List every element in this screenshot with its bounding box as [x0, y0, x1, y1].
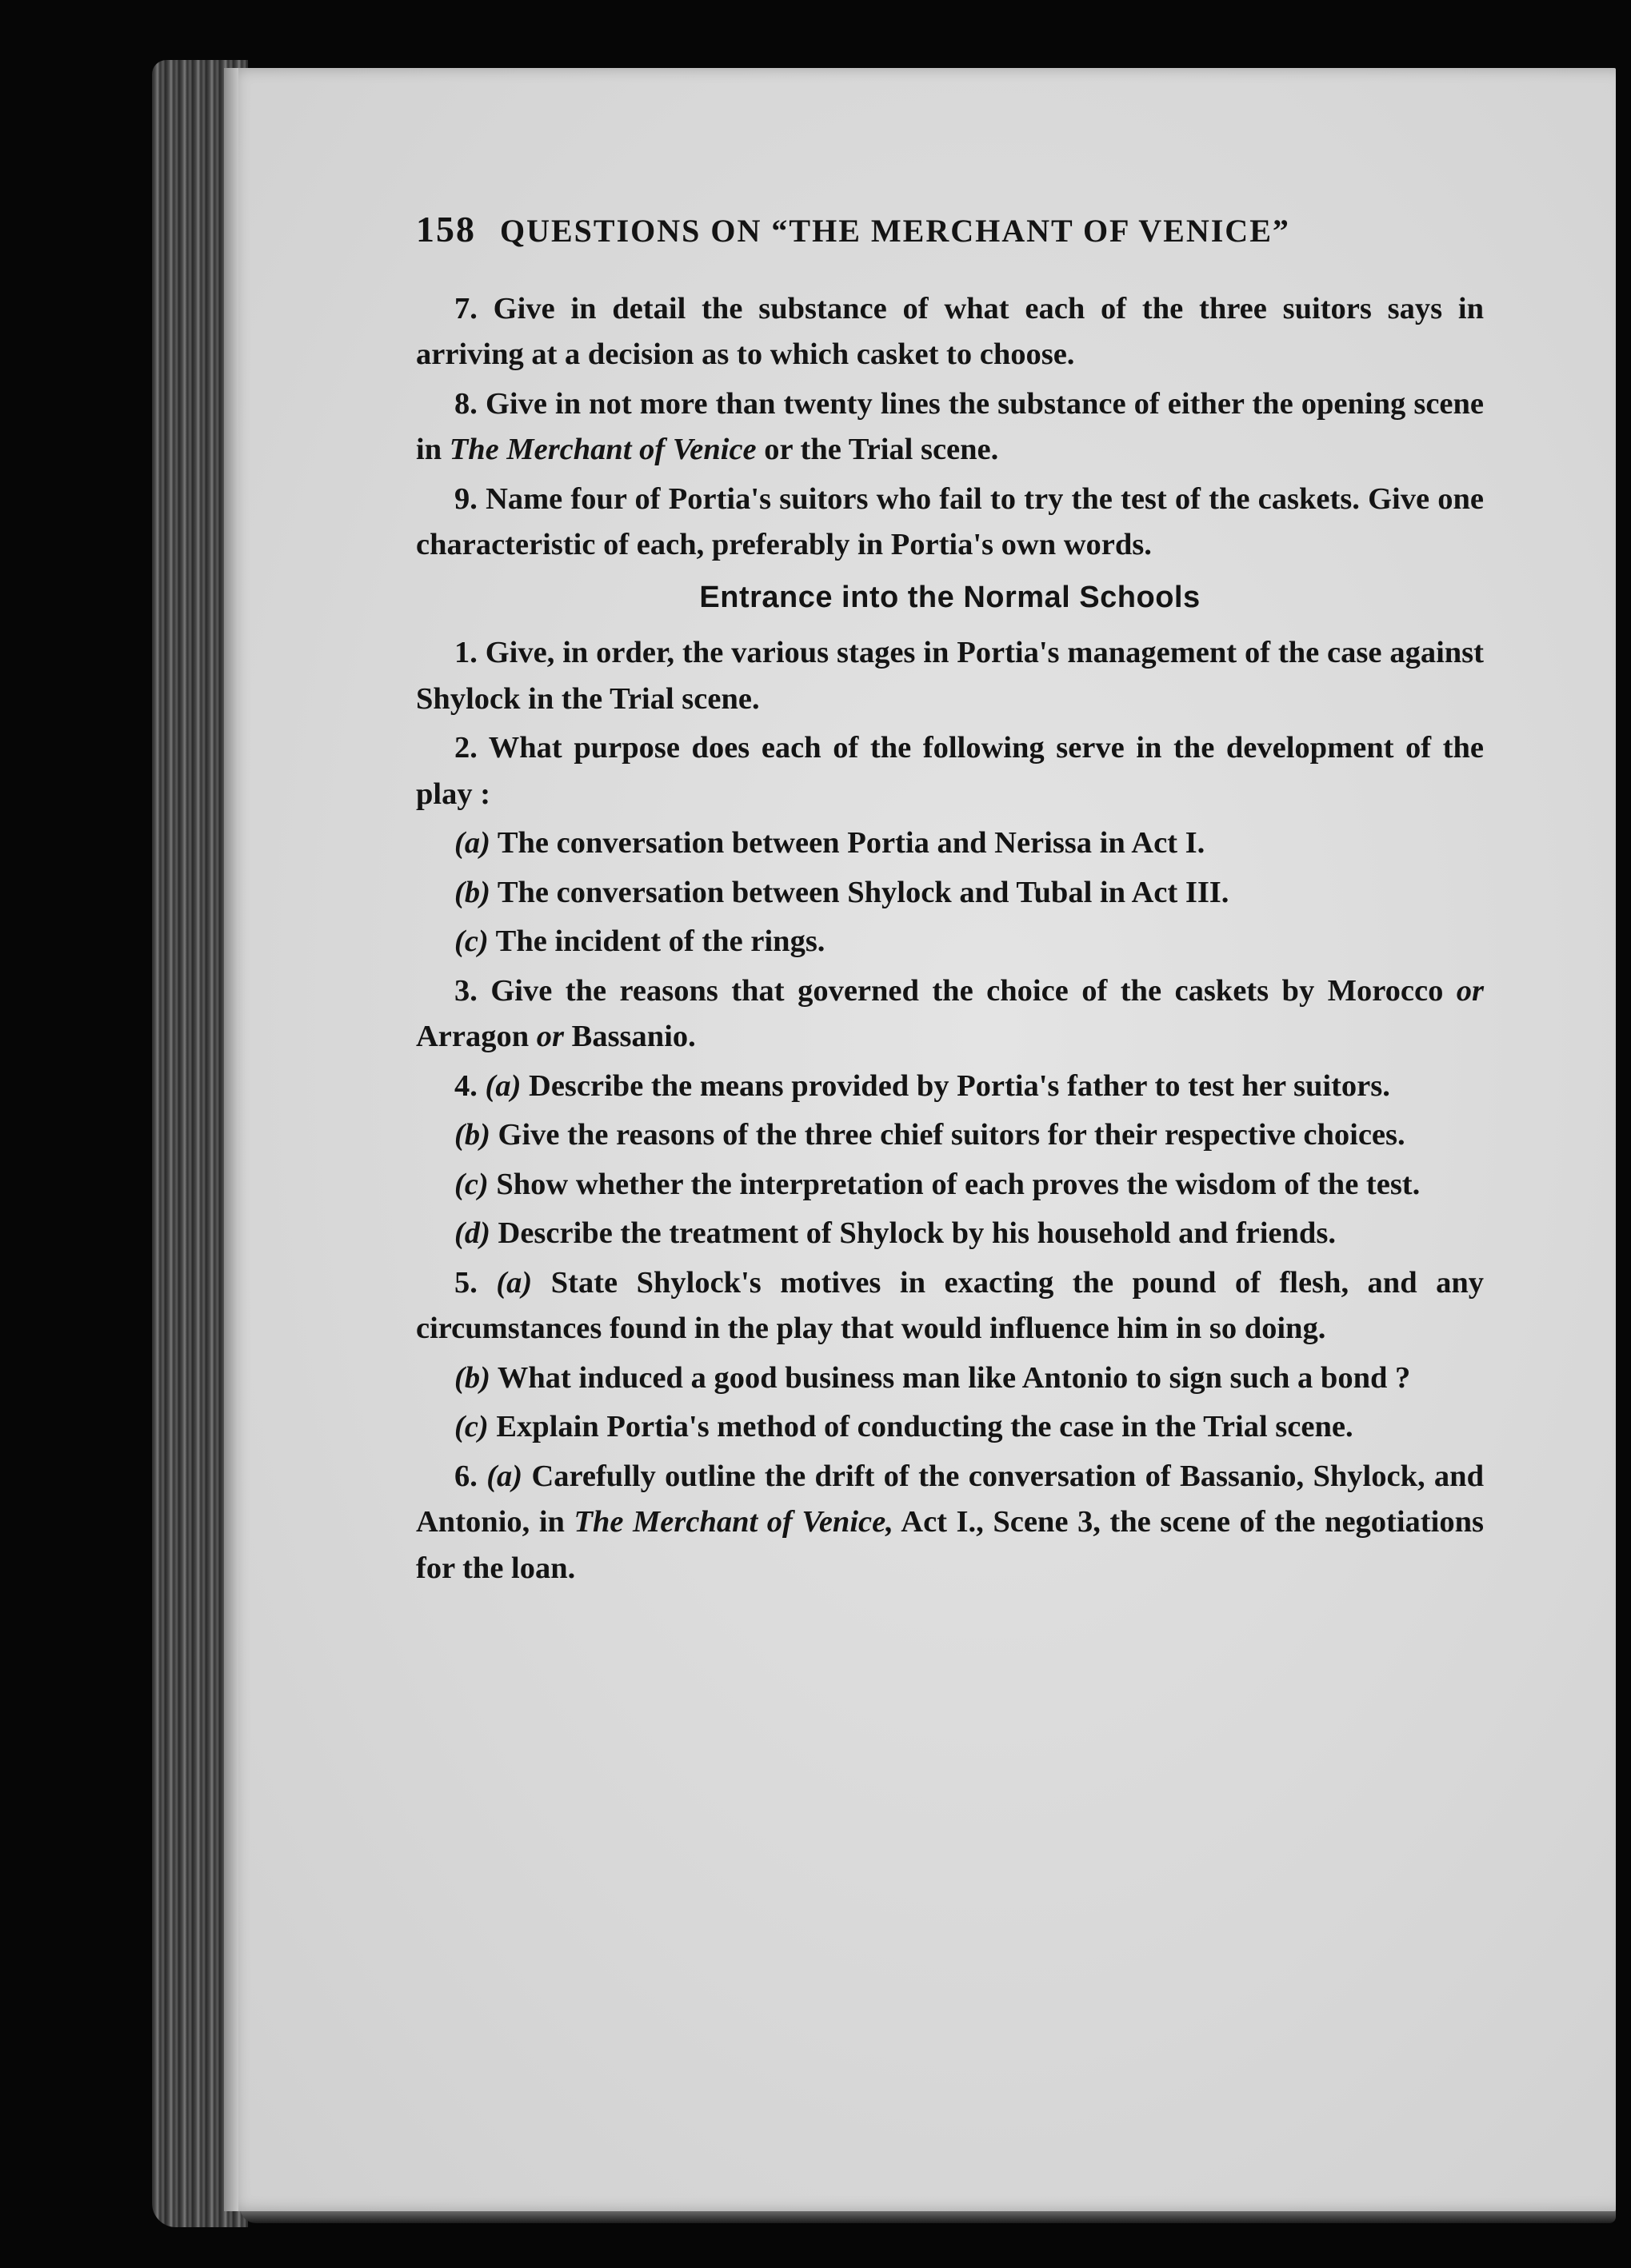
question-7: 7. Give in detail the substance of what each of the three suitors says in arriving at a decision as to which casket to choose.: [416, 291, 1484, 371]
running-head-title: QUESTIONS ON “THE MERCHANT OF VENICE”: [500, 213, 1290, 249]
section-question-1: 1. Give, in order, the various stages in Portia's management of the case against Shylock in the Trial scene.: [416, 636, 1484, 716]
running-header: [416, 206, 1484, 254]
question-4-part-c: (c) Show whether the interpretation of each proves the wisdom of the test.: [454, 1167, 1421, 1201]
page-number: 158: [416, 209, 476, 250]
question-4-part-d: (d) Describe the treatment of Shylock by his household and friends.: [454, 1216, 1336, 1250]
page-gutter-shadow: [224, 68, 238, 2211]
question-5-part-c: (c) Explain Portia's method of conducting the case in the Trial scene.: [454, 1410, 1353, 1443]
section-question-3: 3. Give the reasons that governed the choice of the caskets by Morocco or Arragon or Bassanio.: [416, 973, 1484, 1053]
question-2-part-a: (a) The conversation between Portia and Nerissa in Act I.: [454, 826, 1205, 860]
question-2-part-c: (c) The incident of the rings.: [454, 924, 825, 958]
section-question-5a: 5. (a) State Shylock's motives in exacting the pound of flesh, and any circumstances found in the play that would influence him in so doing.: [416, 1265, 1484, 1345]
section-question-2: 2. What purpose does each of the following serve in the development of the play :: [416, 731, 1485, 811]
section-question-6a: 6. (a) Carefully outline the drift of the conversation of Bassanio, Shylock, and Antonio, in The Merchant of Venice, Act I., Scene 3, the scene of the negotiations for the loan.: [416, 1459, 1485, 1585]
section-heading: Entrance into the Normal Schools: [699, 580, 1201, 614]
question-2-part-b: (b) The conversation between Shylock and Tubal in Act III.: [454, 875, 1229, 909]
section-question-4a: 4. (a) Describe the means provided by Portia's father to test her suitors.: [454, 1068, 1390, 1103]
question-8: 8. Give in not more than twenty lines the substance of either the opening scene in The Merchant of Venice or the Trial scene.: [416, 386, 1485, 466]
question-9: 9. Name four of Portia's suitors who fail to try the test of the caskets. Give one characteristic of each, preferably in Portia's own words.: [416, 481, 1485, 561]
question-4-part-b: (b) Give the reasons of the three chief suitors for their respective choices.: [454, 1118, 1405, 1152]
question-5-part-b: (b) What induced a good business man like Antonio to sign such a bond ?: [454, 1360, 1411, 1395]
page-text: [416, 206, 1484, 1595]
